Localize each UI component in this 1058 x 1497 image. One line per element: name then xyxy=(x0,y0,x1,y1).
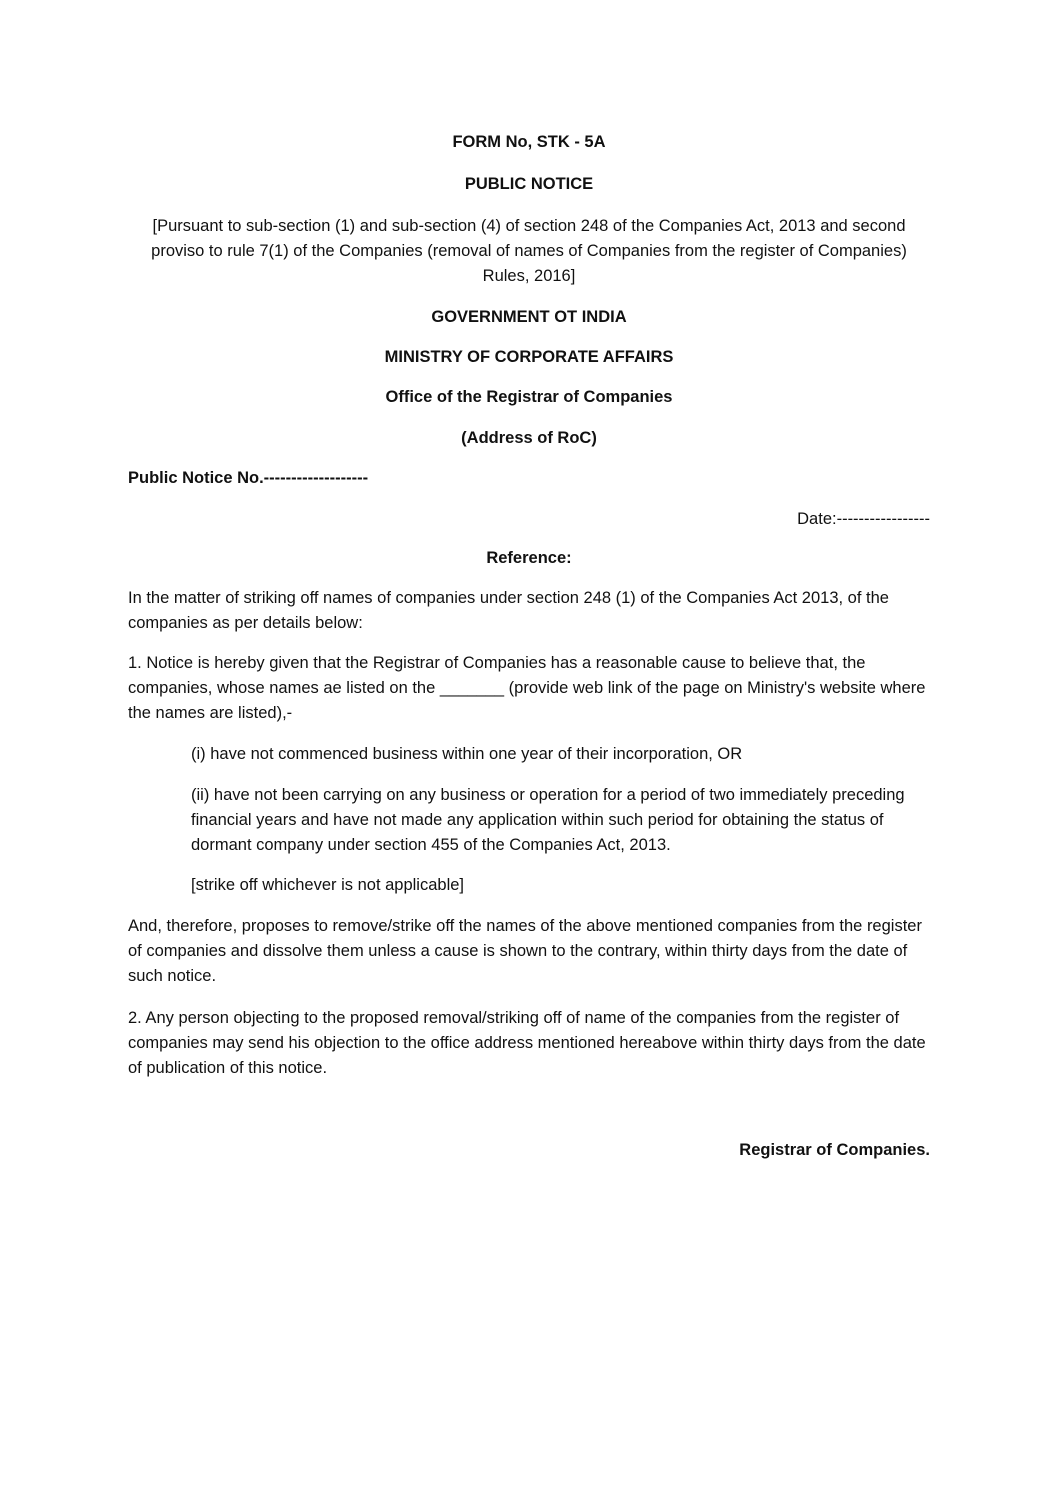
intro-paragraph: In the matter of striking off names of companies under section 248 (1) of the Companies Act 2013, of the companies as per details below: xyxy=(128,589,889,632)
office-heading: Office of the Registrar of Companies xyxy=(385,388,673,406)
government-heading: GOVERNMENT OT INDIA xyxy=(431,308,627,326)
pursuant-text: [Pursuant to sub-section (1) and sub-section (4) of section 248 of the Companies Act, 2013 and second proviso to rule 7(1) of the Companies (removal of names of Companies from the register of Companies) Rules, 2016] xyxy=(151,217,907,285)
clause-i: (i) have not commenced business within one year of their incorporation, OR xyxy=(191,745,743,763)
paragraph-1: 1. Notice is hereby given that the Registrar of Companies has a reasonable cause to believe that, the companies, whose names ae listed on the _______ (provide web link of the page on Ministry's website where the names are listed),- xyxy=(128,654,926,722)
roc-address: (Address of RoC) xyxy=(461,429,597,447)
form-number: FORM No, STK - 5A xyxy=(452,133,606,151)
ministry-heading: MINISTRY OF CORPORATE AFFAIRS xyxy=(384,348,674,366)
notice-date: Date:----------------- xyxy=(797,510,930,528)
notice-title: PUBLIC NOTICE xyxy=(464,175,594,193)
clause-ii: (ii) have not been carrying on any business or operation for a period of two immediately preceding financial years and have not made any application within such period for obtaining the status of dormant company under section 455 of the Companies Act, 2013. xyxy=(191,786,905,854)
registrar-signature: Registrar of Companies. xyxy=(739,1141,930,1159)
public-notice-number: Public Notice No.------------------- xyxy=(128,469,369,487)
reference-heading: Reference: xyxy=(486,549,572,567)
paragraph-2: 2. Any person objecting to the proposed removal/striking off of name of the companies from the register of companies may send his objection to the office address mentioned hereabove within thirty days from the date of publication of this notice. xyxy=(128,1009,926,1077)
strike-note: [strike off whichever is not applicable] xyxy=(191,876,464,894)
therefore-paragraph: And, therefore, proposes to remove/strike off the names of the above mentioned companies from the register of companies and dissolve them unless a cause is shown to the contrary, within thirty days from the date of such notice. xyxy=(128,917,922,985)
